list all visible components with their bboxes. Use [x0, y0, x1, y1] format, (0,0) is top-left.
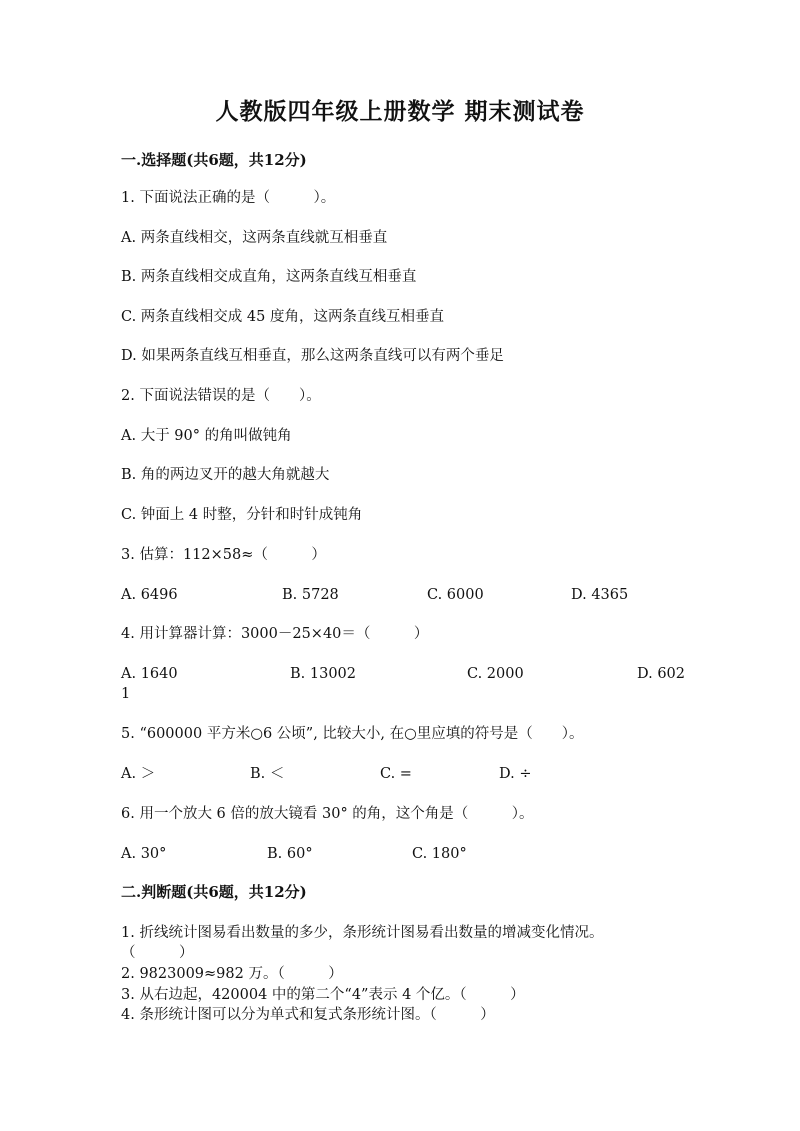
question-3-option-a: A. 6496	[121, 587, 178, 603]
question-6-option-b: B. 60°	[267, 846, 313, 862]
question-5-option-b: B. ＜	[250, 766, 285, 782]
section-heading-choice: 一.选择题(共6题，共12分)	[121, 151, 307, 169]
judgment-item-1: 1. 折线统计图易看出数量的多少，条形统计图易看出数量的增减变化情况。	[121, 925, 604, 941]
question-3-option-b: B. 5728	[282, 587, 339, 603]
question-4-option-d: D. 602	[637, 666, 686, 682]
question-6-stem: 6. 用一个放大 6 倍的放大镜看 30° 的角，这个角是（ ）。	[121, 806, 534, 822]
question-4-stem: 4. 用计算器计算：3000－25×40＝（ ）	[121, 626, 429, 642]
question-5-option-a: A. ＞	[121, 766, 156, 782]
question-4-option-a: A. 1640	[121, 666, 178, 682]
question-1-option-a: A. 两条直线相交，这两条直线就互相垂直	[121, 230, 388, 246]
question-6-option-a: A. 30°	[121, 846, 167, 862]
question-1-stem: 1. 下面说法正确的是（ ）。	[121, 190, 336, 206]
section-heading-judgment: 二.判断题(共6题，共12分)	[121, 883, 307, 901]
question-5-option-c: C. =	[380, 766, 412, 782]
question-3-stem: 3. 估算：112×58≈（ ）	[121, 547, 326, 563]
question-2-option-b: B. 角的两边叉开的越大角就越大	[121, 467, 330, 483]
judgment-item-1-answer-blank: （ ）	[121, 945, 194, 961]
question-6-option-c: C. 180°	[412, 846, 467, 862]
question-3-option-c: C. 6000	[427, 587, 484, 603]
question-5-stem: 5. “600000 平方米○6 公顷”, 比较大小, 在○里应填的符号是（ ）。	[121, 726, 584, 742]
question-2-option-a: A. 大于 90° 的角叫做钝角	[121, 428, 292, 444]
question-1-option-b: B. 两条直线相交成直角，这两条直线互相垂直	[121, 269, 417, 285]
question-4-option-c: C. 2000	[467, 666, 524, 682]
question-1-option-d: D. 如果两条直线互相垂直，那么这两条直线可以有两个垂足	[121, 348, 504, 364]
question-5-option-d: D. ÷	[499, 766, 532, 782]
question-4-option-d-wrap: 1	[121, 686, 131, 702]
page-title: 人教版四年级上册数学 期末测试卷	[215, 98, 585, 125]
question-3-option-d: D. 4365	[571, 587, 629, 603]
question-1-option-c: C. 两条直线相交成 45 度角，这两条直线互相垂直	[121, 309, 444, 325]
judgment-item-4: 4. 条形统计图可以分为单式和复式条形统计图。（ ）	[121, 1007, 495, 1023]
judgment-item-3: 3. 从右边起，420004 中的第二个“4”表示 4 个亿。（ ）	[121, 987, 525, 1003]
question-2-stem: 2. 下面说法错误的是（ ）。	[121, 388, 321, 404]
judgment-item-2: 2. 9823009≈982 万。（ ）	[121, 966, 343, 982]
question-4-option-b: B. 13002	[290, 666, 357, 682]
question-2-option-c: C. 钟面上 4 时整，分针和时针成钝角	[121, 507, 363, 523]
